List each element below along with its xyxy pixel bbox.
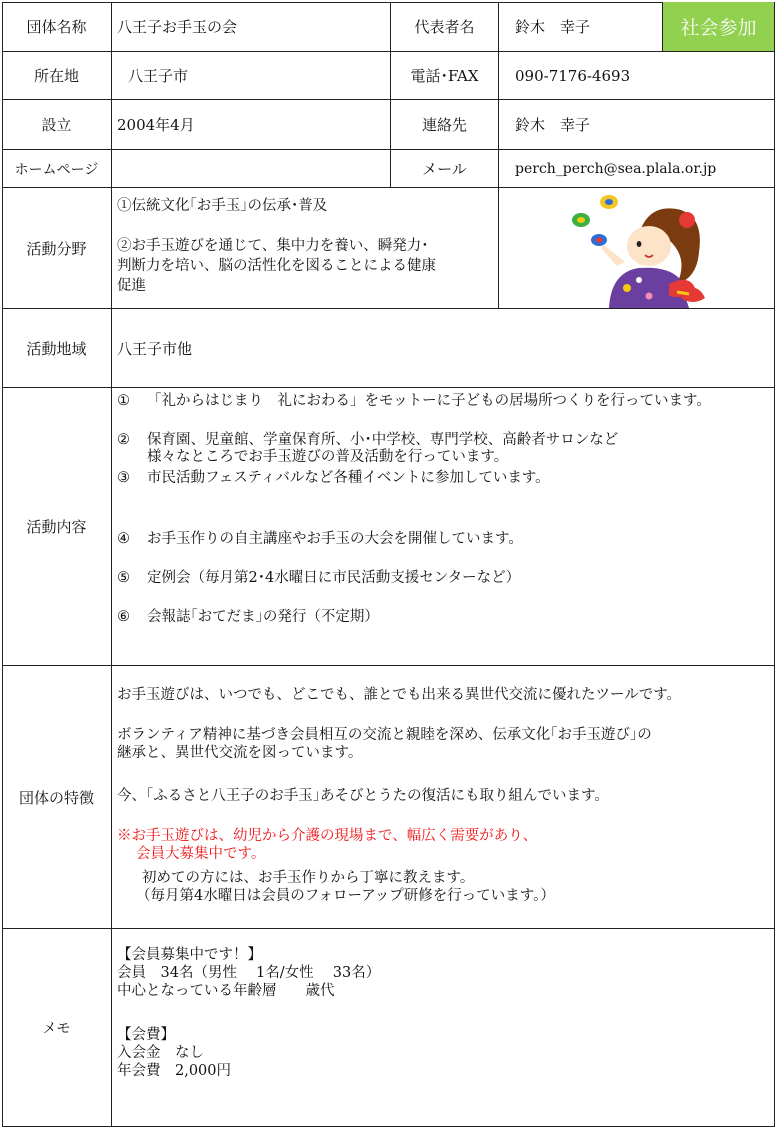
beanbag-icon [572,213,590,227]
address-label: 所在地 [2,52,112,100]
activity-item-4: ④ お手玉作りの自主講座やお手玉の大会を開催しています。 [117,531,523,547]
org-profile-sheet [2,2,775,1127]
activity-field-item-2-line-3: 促進 [117,278,146,294]
activity-item-2-line-2: 様々なところでお手玉遊びの普及活動を行っています。 [147,449,509,465]
activity-content-cell [112,388,775,666]
activity-item-6: ⑥ 会報誌｢おてだま｣の発行（不定期） [117,609,379,625]
activity-area-value: 八王子市他 [112,309,775,388]
org-name-label: 団体名称 [2,2,112,52]
address-value: 八王子市 [112,52,391,100]
memo-line-4: 【会費】 [117,1027,175,1043]
phone-fax-value: 090-7176-4693 [499,52,775,100]
homepage-value[interactable] [112,150,391,188]
activity-content-label: 活動内容 [2,388,112,666]
otedama-girl-illustration [499,188,775,308]
beginner-note: 初めての方には、お手玉作りから丁寧に教えます。 [142,870,475,886]
features-paragraph-1: お手玉遊びは、いつでも、どこでも、誰とでも出来る異世代交流に優れたツールです。 [117,687,682,703]
activity-field-cell [112,188,499,309]
activity-field-label: 活動分野 [2,188,112,309]
recruit-notice-line-1: ※お手玉遊びは、幼児から介護の現場まで、幅広く需要があり、 [117,828,538,844]
features-paragraph-2-line-2: 継承と、異世代交流を図っています。 [117,745,363,761]
memo-line-2: 会員 34名（男性 1名/女性 33名） [117,965,381,981]
features-paragraph-3: 今、｢ふるさと八王子のお手玉｣あそびとうたの復活にも取り組んでいます。 [117,788,609,804]
memo-label: メモ [2,929,112,1127]
beanbag-icon [591,234,607,246]
established-label: 設立 [2,100,112,150]
established-value: 2004年4月 [112,100,391,150]
org-name-value: 八王子お手玉の会 [112,2,391,52]
homepage-label: ホームページ [2,150,112,188]
beanbag-icon [600,195,618,209]
memo-line-3: 中心となっている年齢層 歳代 [117,983,335,999]
memo-line-1: 【会員募集中です！】 [117,947,262,963]
memo-cell [112,929,775,1127]
features-paragraph-2-line-1: ボランティア精神に基づき会員相互の交流と親睦を深め、伝承文化｢お手玉遊び｣の [117,727,652,743]
email-label: メール [391,150,499,188]
email-value[interactable]: perch_perch@sea.plala.or.jp [499,150,775,188]
phone-fax-label: 電話･FAX [391,52,499,100]
memo-line-5: 入会金 なし [117,1045,204,1061]
activity-item-3: ③ 市民活動フェスティバルなど各種イベントに参加しています。 [117,470,550,486]
activity-field-item-1: ①伝統文化｢お手玉｣の伝承･普及 [117,198,328,214]
contact-value: 鈴木 幸子 [499,100,775,150]
activity-item-1: ① 「礼からはじまり 礼におわる」をモットーに子どもの居場所つくりを行っています。 [117,393,711,409]
contact-label: 連絡先 [391,100,499,150]
category-badge: 社会参加 [663,2,775,52]
memo-line-6: 年会費 2,000円 [117,1063,232,1079]
representative-label: 代表者名 [391,2,499,52]
recruit-notice-line-2: 会員大募集中です。 [136,846,266,862]
representative-value: 鈴木 幸子 [499,2,663,52]
activity-item-5: ⑤ 定例会（毎月第2･4水曜日に市民活動支援センターなど） [117,570,521,586]
features-label: 団体の特徴 [2,666,112,929]
activity-field-item-2-line-1: ②お手玉遊びを通じて、集中力を養い、瞬発力･ [117,238,429,254]
activity-field-item-2-line-2: 判断力を培い、脳の活性化を図ることによる健康 [117,258,436,274]
followup-training-note: （毎月第4水曜日は会員のフォローアップ研修を行っています。） [136,888,555,904]
activity-area-label: 活動地域 [2,309,112,388]
features-cell [112,666,775,929]
activity-item-2: ② 保育園、児童館、学童保育所、小･中学校、専門学校、高齢者サロンなど [117,432,619,448]
illustration-cell [499,188,775,309]
